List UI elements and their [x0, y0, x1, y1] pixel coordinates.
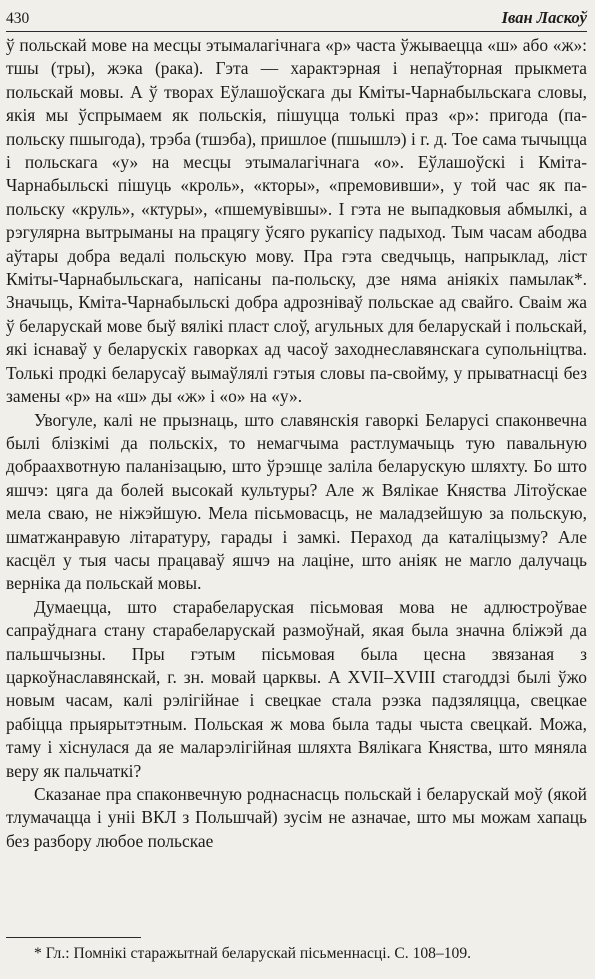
paragraph-1: ў польскай мове на месцы этымалагічнага «р» часта ўжываецца «ш» або «ж»: тшы (тры), жэка (рака). Гэта — характэрная і непаўторная прыкмета польскай мовы. А ў творах Еўлашоўскага ды Кміты-Чарнабыльскага словы, якія мы ўспрымаем як польскія, пішуцца толькі праз «р»: пригода (па-польску пшыгода), трэба (тшэба), пришлое (пшышлэ) і г. д. Тое сама тычыцца і польскага «у» на месцы этымалагічнага «о». Еўлашоўскі і Кміта-Чарнабыльскі пішуць «кроль», «кторы», «премовивши», у той час як па-польску «круль», «ктуры», «пшемувівшы». І гэта не выпадковыя абмылкі, а рэгулярна вытрыманы на працягу ўсяго рукапісу падыход. Тым часам абодва аўтары добра ведалі польскую мову. Пра гэта сведчыць, напрыклад, ліст Кміты-Чарнабыльскага, напісаны па-польску, дзе няма аніякіх памылак*. Значыць, Кміта-Чарнабыльскі добра адрозніваў польскае ад свайго. Сваім жа ў беларускай мове быў вялікі пласт слоў, агульных для беларускай і польскай, які існаваў у беларускіх гаворках ад часоў заходнеславянскага супольніцтва. Толькі продкі беларусаў вымаўлялі гэтыя словы па-свойму, у прыватнасці без замены «р» на «ш» ды «ж» і «о» на «у».	[6, 35, 587, 407]
page-number: 430	[6, 10, 30, 27]
paragraph-3: Думаецца, што старабеларуская пісьмовая мова не адлюстроўвае сапраўднага стану старабеларускай размоўнай, якая была значна бліжэй да пальшчызны. Пры гэтым пісьмовая была цесна звязаная з царкоўнаславянскай, г. зн. мовай царквы. А XVII–XVIII стагоддзі былі ўжо новым часам, калі рэлігійнае і свецкае стала рэзка падзяляцца, свецкае рабіцца прыярытэтным. Польская ж мова была тады чыста свецкай. Можа, таму і хіснулася да яе маларэлігійная шляхта Вялікага Княства, што мяняла веру як пальчаткі?	[6, 596, 587, 781]
running-head-author: Іван Ласкоў	[501, 8, 587, 27]
main-text	[6, 34, 587, 853]
page-header	[6, 2, 587, 32]
footnote-divider	[6, 937, 141, 938]
paragraph-4: Сказанае пра спаконвечную роднаснасць польскай і беларускай моў (якой тлумачацца і уніі ВКЛ з Польшчай) зусім не азначае, што мы можам хапаць без разбору любое польскае	[6, 784, 587, 851]
footnote: * Гл.: Помнікі старажытнай беларускай пісьменнасці. С. 108–109.	[34, 945, 472, 962]
paragraph-2: Увогуле, калі не прызнаць, што славянскія гаворкі Беларусі спаконвечна былі блізкімі да польскіх, то немагчыма растлумачыць тую павальную добраахвотную паланізацыю, што ўрэшце заліла беларускую шляхту. Бо што яшчэ: цяга да болей высокай культуры? Але ж Вялікае Княства Літоўскае мела сваю, не ніжэйшую. Мела пісьмовасць, не маладзейшую за польскую, шматжанравую літаратуру, гарады і замкі. Пераход да каталіцызму? Але касцёл у тыя часы працаваў яшчэ на лаціне, што аніяк не магло далучаць верніка да польскай мовы.	[6, 409, 587, 594]
